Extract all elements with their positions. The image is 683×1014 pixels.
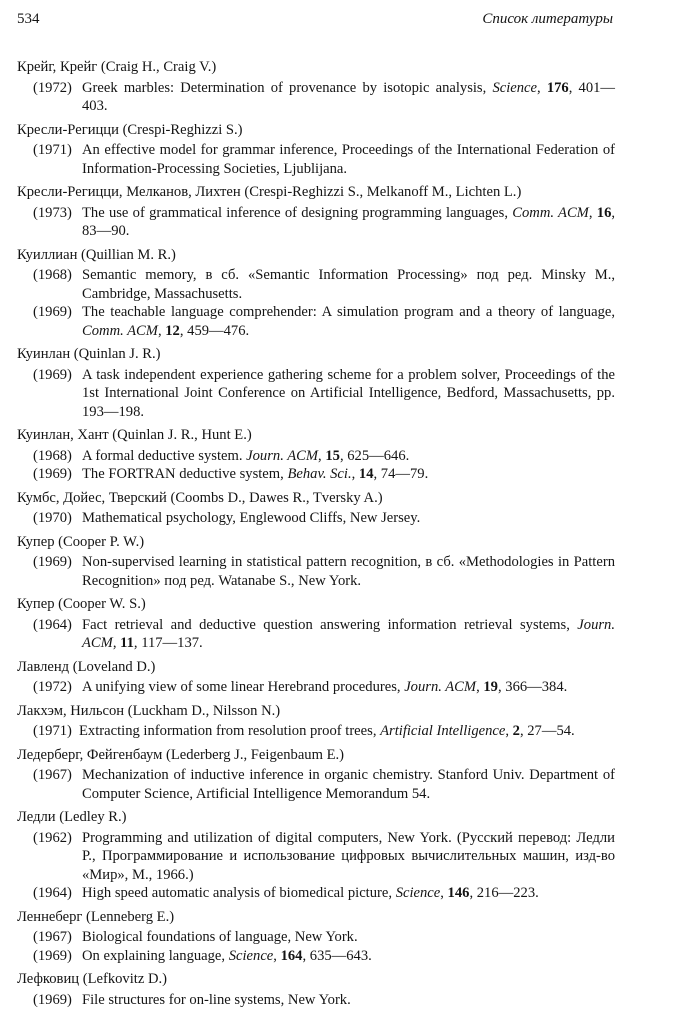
bibliography-entry (17, 183, 615, 241)
bibliography-entry (17, 808, 615, 903)
entry-author: Куиллиан (Quillian M. R.) (17, 246, 176, 263)
reference-item (33, 678, 615, 697)
reference-separator: , (505, 723, 513, 739)
reference-item (33, 366, 615, 422)
reference-separator: , (588, 204, 597, 221)
bibliography-entry (17, 658, 615, 697)
reference-year: (1968) (33, 267, 72, 283)
volume-number: 19 (483, 679, 498, 695)
entry-author: Лакхэм, Нильсон (Luckham D., Nilsson N.) (17, 702, 281, 719)
reference-item (33, 884, 615, 903)
journal-name: Science (228, 947, 274, 964)
reference-body: High speed automatic analysis of biomedical picture, (82, 885, 396, 901)
bibliography-entry (17, 970, 615, 1009)
bibliography-entry (17, 702, 615, 741)
reference-separator: , (157, 322, 166, 339)
reference-item (33, 266, 615, 303)
reference-item (33, 465, 615, 484)
reference-body: Mathematical psychology, Englewood Cliffs, New Jersey. (82, 510, 421, 526)
journal-name: Science (492, 79, 537, 96)
entry-author: Купер (Cooper W. S.) (17, 596, 146, 612)
bibliography-entry (17, 908, 615, 966)
journal-name: Artificial Intelligence (380, 723, 506, 739)
reference-body: An effective model for grammar inference, Proceedings of the International Federation of Information-Processing Societies, Ljublijana. (82, 142, 615, 177)
running-title: Список литературы (482, 11, 613, 27)
reference-year: (1971) (33, 142, 72, 158)
reference-text (82, 465, 615, 484)
reference-body: A unifying view of some linear Herebrand procedures, (82, 679, 405, 695)
journal-name: Journ. ACM (82, 616, 615, 651)
reference-pages: , 117—137. (133, 635, 203, 651)
reference-year: (1962) (33, 829, 72, 846)
reference-year: (1964) (33, 885, 72, 901)
reference-year: (1970) (33, 510, 72, 526)
page-number: 534 (17, 11, 40, 27)
reference-text (82, 509, 615, 528)
bibliography-entry (17, 533, 615, 591)
reference-text (82, 447, 615, 466)
entry-author: Леннеберг (Lenneberg E.) (17, 908, 175, 925)
reference-body: Non-supervised learning in statistical pattern recognition, в сб. «Methodologies in Pattern Recognition» под ред. Watanabe S., New York. (82, 554, 615, 589)
reference-separator: , (273, 947, 281, 964)
reference-item (33, 947, 615, 966)
page-header (17, 10, 613, 30)
reference-body: On explaining language, (82, 947, 229, 964)
reference-body: Fact retrieval and deductive question answering information retrieval systems, (82, 616, 578, 633)
reference-text (79, 722, 615, 741)
reference-body: The teachable language comprehender: A simulation program and a theory of language, (82, 304, 615, 320)
reference-pages: , 625—646. (339, 447, 410, 464)
reference-year: (1971) (33, 723, 72, 739)
reference-year: (1969) (33, 554, 72, 570)
volume-number: 176 (546, 79, 569, 96)
bibliography-entry (17, 746, 615, 804)
reference-item (33, 829, 615, 885)
reference-year: (1973) (33, 204, 72, 221)
entry-author: Лефковиц (Lefkovitz D.) (17, 971, 167, 987)
bibliography-entry (17, 246, 615, 341)
reference-text (82, 678, 615, 697)
bibliography-entry (17, 121, 615, 179)
bibliography-entry (17, 489, 615, 528)
bibliography-entry (17, 595, 615, 653)
reference-year: (1969) (33, 991, 72, 1008)
journal-name: Comm. ACM (512, 204, 589, 221)
reference-year: (1964) (33, 616, 72, 633)
reference-pages: , 366—384. (497, 679, 568, 695)
reference-year: (1969) (33, 466, 72, 482)
bibliography-entry (17, 426, 615, 484)
reference-item (33, 204, 615, 241)
reference-separator: , (537, 79, 547, 96)
reference-text (82, 266, 615, 303)
reference-year: (1969) (33, 304, 72, 320)
reference-pages: , 635—643. (302, 947, 372, 964)
reference-body: Extracting information from resolution proof trees, (79, 723, 381, 739)
reference-text (82, 553, 615, 590)
bibliography-list (17, 58, 615, 1014)
reference-year: (1972) (33, 79, 72, 96)
reference-text (82, 204, 615, 241)
bibliography-entry (17, 58, 615, 116)
reference-year: (1972) (33, 679, 72, 695)
reference-item (33, 447, 615, 466)
reference-item (33, 79, 615, 116)
reference-text (82, 947, 615, 966)
reference-text (82, 829, 615, 885)
reference-item (33, 509, 615, 528)
volume-number: 15 (325, 447, 340, 464)
reference-item (33, 616, 615, 653)
reference-body: Programming and utilization of digital computers, New York. (Русский перевод: Ледли Р., Программирование и использование цифровых вычислительных машин, изд-во «Мир», М., 1966.) (82, 829, 615, 883)
reference-year: (1968) (33, 447, 72, 464)
reference-item (33, 766, 615, 803)
reference-text (82, 303, 615, 340)
entry-author: Куинлан, Хант (Quinlan J. R., Hunt E.) (17, 427, 252, 443)
reference-text (82, 616, 615, 653)
volume-number: 146 (447, 885, 470, 901)
reference-separator: , (351, 466, 359, 482)
entry-author: Кумбс, Дойес, Тверский (Coombs D., Dawes R., Tversky A.) (17, 489, 383, 506)
journal-name: Behav. Sci. (287, 466, 352, 482)
reference-body: Greek marbles: Determination of provenance by isotopic analysis, (82, 79, 493, 96)
reference-text (82, 928, 615, 947)
reference-item (33, 722, 615, 741)
volume-number: 12 (165, 322, 180, 339)
entry-author: Лавленд (Loveland D.) (17, 658, 156, 675)
reference-text (82, 141, 615, 178)
reference-body: File structures for on-line systems, New York. (82, 991, 351, 1008)
volume-number: 14 (358, 466, 374, 482)
volume-number: 2 (512, 723, 520, 739)
reference-item (33, 141, 615, 178)
reference-separator: , (112, 635, 121, 651)
entry-author: Ледли (Ledley R.) (17, 809, 127, 825)
reference-body: A formal deductive system. (82, 447, 247, 464)
reference-separator: , (440, 885, 448, 901)
reference-year: (1967) (33, 767, 72, 783)
volume-number: 164 (280, 947, 303, 964)
volume-number: 11 (120, 635, 134, 651)
journal-name: Journ. ACM (404, 679, 477, 695)
reference-pages: , 27—54. (519, 723, 575, 739)
journal-name: Journ. ACM (246, 447, 319, 464)
journal-name: Science (395, 885, 441, 901)
reference-body: The use of grammatical inference of designing programming languages, (82, 204, 513, 221)
reference-item (33, 303, 615, 340)
reference-pages: , 74—79. (373, 466, 429, 482)
volume-number: 16 (596, 204, 612, 221)
reference-pages: , 459—476. (179, 322, 250, 339)
reference-text (82, 884, 615, 903)
reference-separator: , (476, 679, 484, 695)
journal-name: Comm. ACM (82, 322, 158, 339)
reference-body: Mechanization of inductive inference in organic chemistry. Stanford Univ. Department of Computer Science, Artificial Intelligence Memorandum 54. (82, 767, 615, 802)
bibliography-entry (17, 345, 615, 421)
reference-text (82, 79, 615, 116)
entry-author: Кресли-Регицци (Crespi-Reghizzi S.) (17, 121, 243, 138)
reference-text (82, 766, 615, 803)
reference-year: (1969) (33, 366, 72, 383)
reference-item (33, 553, 615, 590)
reference-body: Biological foundations of language, New York. (82, 929, 358, 945)
reference-body: The FORTRAN deductive system, (82, 466, 288, 482)
entry-author: Крейг, Крейг (Craig H., Craig V.) (17, 59, 217, 75)
reference-pages: , 83—90. (82, 204, 616, 239)
reference-pages: , 401—403. (82, 79, 616, 114)
entry-author: Купер (Cooper P. W.) (17, 533, 145, 550)
entry-author: Ледерберг, Фейгенбаум (Lederberg J., Feigenbaum E.) (17, 746, 345, 763)
reference-year: (1967) (33, 929, 72, 945)
reference-body: A task independent experience gathering scheme for a problem solver, Proceedings of the 1st International Joint Conference on Artificial Intelligence, Bedford, Massachusetts, pp. 193—198. (82, 366, 615, 420)
reference-item (33, 928, 615, 947)
entry-author: Кресли-Регицци, Мелканов, Лихтен (Crespi-Reghizzi S., Melkanoff M., Lichten L.) (17, 184, 522, 200)
entry-author: Куинлан (Quinlan J. R.) (17, 346, 161, 362)
reference-text (82, 366, 615, 422)
reference-body: Semantic memory, в сб. «Semantic Information Processing» под ред. Minsky M., Cambridge, Massachusetts. (82, 267, 615, 302)
reference-pages: , 216—223. (469, 885, 539, 901)
reference-separator: , (318, 447, 326, 464)
reference-year: (1969) (33, 947, 72, 964)
